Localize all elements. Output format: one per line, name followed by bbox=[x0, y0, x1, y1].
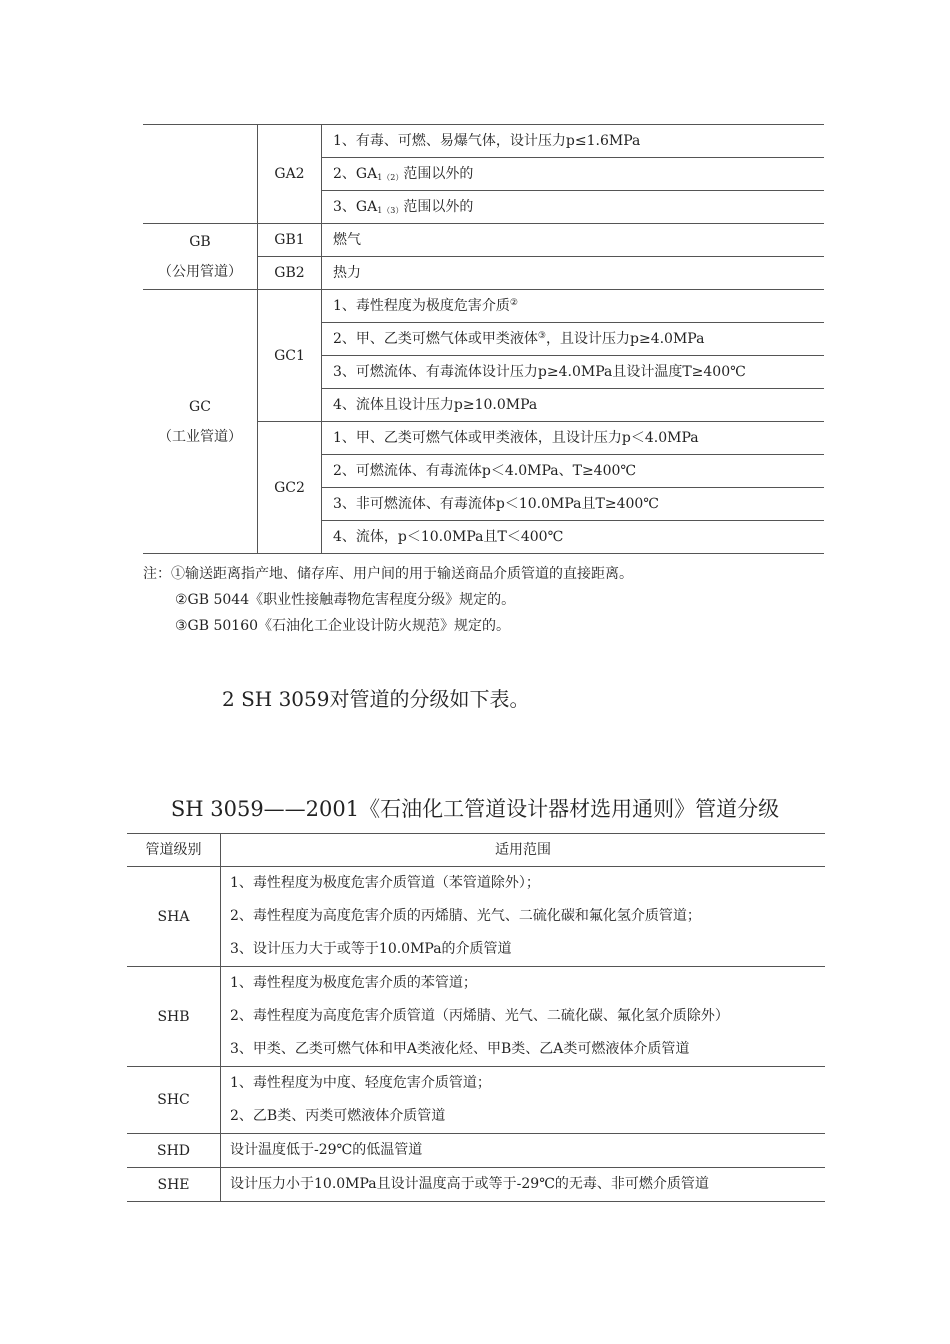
scope-line: 1、毒性程度为极度危害介质的苯管道； bbox=[230, 975, 477, 991]
pipe-class-table-continued bbox=[143, 124, 824, 554]
scope-line: 设计压力小于10.0MPa且设计温度高于或等于-29℃的无毒、非可燃介质管道 bbox=[230, 1176, 709, 1192]
gc1-item: 1、毒性程度为极度危害介质② bbox=[322, 290, 825, 323]
level-cell: SHA bbox=[127, 867, 221, 967]
section-heading: 2 SH 3059对管道的分级如下表。 bbox=[222, 687, 530, 711]
ga2-item: 1、有毒、可燃、易爆气体，设计压力p≤1.6MPa bbox=[322, 125, 825, 158]
note-line: ②GB 5044《职业性接触毒物危害程度分级》规定的。 bbox=[175, 592, 516, 608]
gb2-scope: 热力 bbox=[322, 257, 825, 290]
gc-group-cell: GC （工业管道） bbox=[143, 290, 258, 554]
header-scope: 适用范围 bbox=[221, 834, 826, 867]
scope-line: 2、毒性程度为高度危害介质管道（丙烯腈、光气、二硫化碳、氟化氢介质除外） bbox=[230, 1008, 729, 1024]
level-cell: SHD bbox=[127, 1134, 221, 1168]
gb2-level: GB2 bbox=[258, 257, 322, 290]
gb1-scope: 燃气 bbox=[322, 224, 825, 257]
gc2-item: 3、非可燃流体、有毒流体p＜10.0MPa且T≥400℃ bbox=[322, 488, 825, 521]
level-cell: SHB bbox=[127, 967, 221, 1067]
note-line: 注：①输送距离指产地、储存库、用户间的用于输送商品介质管道的直接距离。 bbox=[143, 566, 633, 582]
gc2-item: 1、甲、乙类可燃气体或甲类液体，且设计压力p＜4.0MPa bbox=[322, 422, 825, 455]
gc2-level: GC2 bbox=[258, 422, 322, 554]
level-cell: SHE bbox=[127, 1168, 221, 1202]
gc1-item: 3、可燃流体、有毒流体设计压力p≥4.0MPa且设计温度T≥400℃ bbox=[322, 356, 825, 389]
scope-cell bbox=[221, 1134, 826, 1168]
gc2-item: 2、可燃流体、有毒流体p＜4.0MPa、T≥400℃ bbox=[322, 455, 825, 488]
scope-cell bbox=[221, 967, 826, 1067]
ga-group-cell bbox=[143, 125, 258, 224]
gb1-level: GB1 bbox=[258, 224, 322, 257]
scope-cell bbox=[221, 1168, 826, 1202]
ga2-item: 2、$GA_{1(2)}$范围以外的 bbox=[322, 158, 825, 191]
gc2-item: 4、流体，p＜10.0MPa且T＜400℃ bbox=[322, 521, 825, 554]
scope-line: 1、毒性程度为极度危害介质管道（苯管道除外）； bbox=[230, 875, 540, 891]
scope-cell bbox=[221, 1067, 826, 1134]
scope-cell bbox=[221, 867, 826, 967]
scope-line: 3、设计压力大于或等于10.0MPa的介质管道 bbox=[230, 941, 512, 957]
scope-line: 1、毒性程度为中度、轻度危害介质管道； bbox=[230, 1075, 491, 1091]
ga2-item: 3、$GA_{1(3)}$范围以外的 bbox=[322, 191, 825, 224]
scope-line: 2、毒性程度为高度危害介质的丙烯腈、光气、二硫化碳和氟化氢介质管道； bbox=[230, 908, 701, 924]
ga2-level: GA2 bbox=[258, 125, 322, 224]
note-line: ③GB 50160《石油化工企业设计防火规范》规定的。 bbox=[175, 618, 511, 634]
scope-line: 设计温度低于-29℃的低温管道 bbox=[230, 1142, 423, 1158]
scope-line: 3、甲类、乙类可燃气体和甲A类液化烃、甲B类、乙A类可燃液体介质管道 bbox=[230, 1041, 690, 1057]
sh3059-class-table bbox=[127, 833, 825, 1202]
table-title: SH 3059——2001《石油化工管道设计器材选用通则》管道分级 bbox=[170, 797, 780, 821]
level-cell: SHC bbox=[127, 1067, 221, 1134]
table-notes bbox=[143, 561, 633, 639]
gc1-level: GC1 bbox=[258, 290, 322, 422]
scope-line: 2、乙B类、丙类可燃液体介质管道 bbox=[230, 1108, 446, 1124]
gc1-item: 4、流体且设计压力p≥10.0MPa bbox=[322, 389, 825, 422]
gb-group-cell: GB （公用管道） bbox=[143, 224, 258, 290]
header-level: 管道级别 bbox=[127, 834, 221, 867]
gc1-item: 2、甲、乙类可燃气体或甲类液体③，且设计压力p≥4.0MPa bbox=[322, 323, 825, 356]
